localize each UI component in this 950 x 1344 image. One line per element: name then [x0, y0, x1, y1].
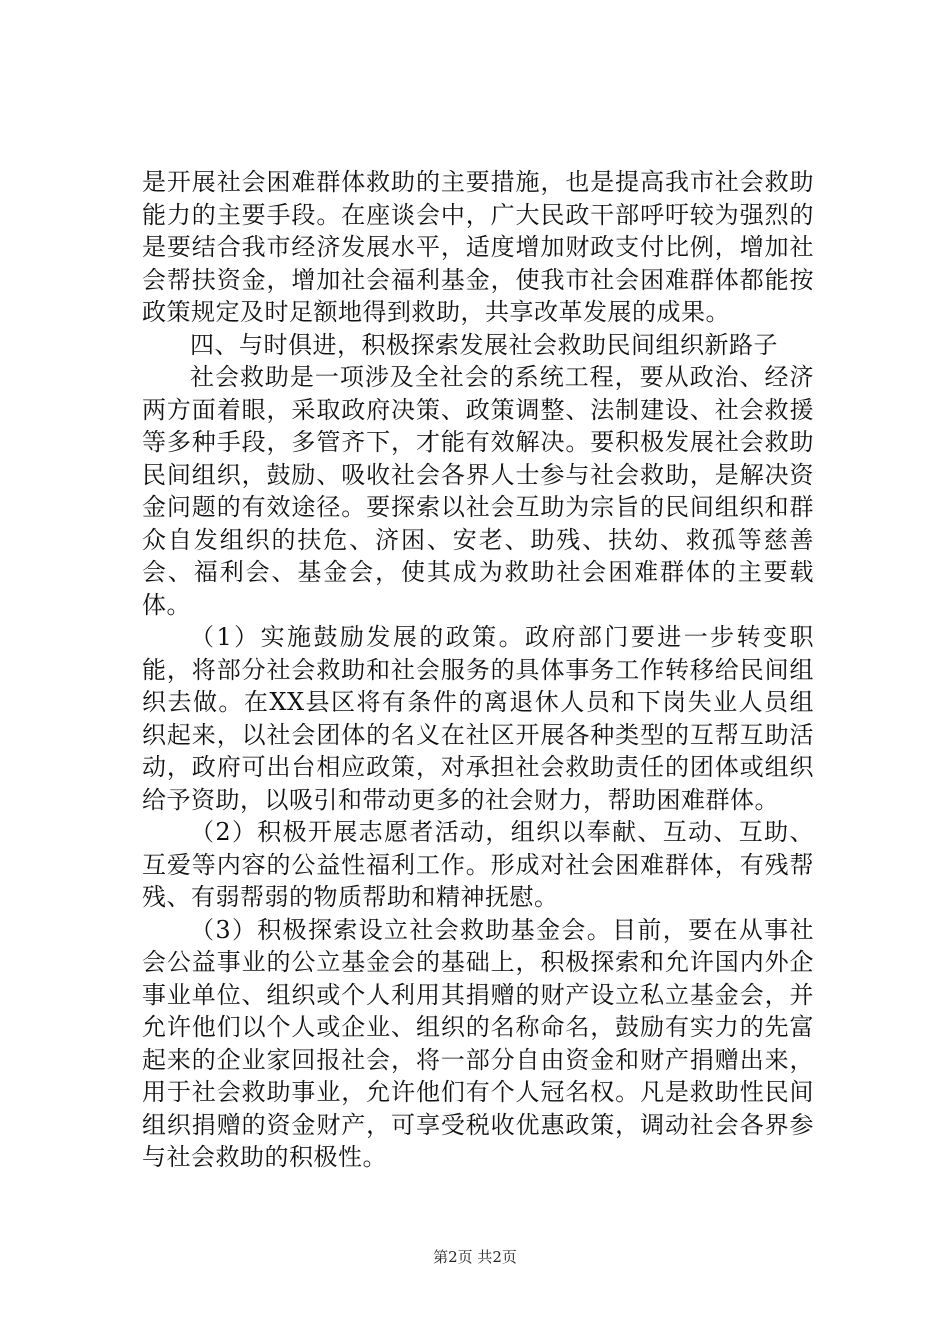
paragraph-item-2: （2）积极开展志愿者活动，组织以奉献、互动、互助、互爱等内容的公益性福利工作。形成对社会困难群体，有残帮残、有弱帮弱的物质帮助和精神抚慰。 [142, 818, 814, 911]
paragraph-item-1: （1）实施鼓励发展的政策。政府部门要进一步转变职能，将部分社会救助和社会服务的具体事务工作转移给民间组织去做。在XX县区将有条件的离退休人员和下岗失业人员组织起来，以社会团体的名义在社区开展各种类型的互帮互助活动，政府可出台相应政策，对承担社会救助责任的团体或组织给予资助，以吸引和带动更多的社会财力，帮助困难群体。 [142, 623, 814, 814]
paragraph-continuation: 是开展社会困难群体救助的主要措施，也是提高我市社会救助能力的主要手段。在座谈会中，广大民政干部呼吁较为强烈的是要结合我市经济发展水平，适度增加财政支付比例，增加社会帮扶资金，增加社会福利基金，使我市社会困难群体都能按政策规定及时足额地得到救助，共享改革发展的成果。 [142, 168, 814, 326]
document-body [142, 166, 814, 1174]
page-footer: 第2页 共2页 [433, 1248, 517, 1266]
paragraph-item-3: （3）积极探索设立社会救助基金会。目前，要在从事社会公益事业的公立基金会的基础上，积极探索和允许国内外企事业单位、组织或个人利用其捐赠的财产设立私立基金会，并允许他们以个人或企业、组织的名称命名，鼓励有实力的先富起来的企业家回报社会，将一部分自由资金和财产捐赠出来，用于社会救助事业，允许他们有个人冠名权。凡是救助性民间组织捐赠的资金财产，可享受税收优惠政策，调动社会各界参与社会救助的积极性。 [142, 915, 814, 1171]
section-heading-four: 四、与时俱进，积极探索发展社会救助民间组织新路子 [190, 330, 778, 359]
paragraph-overview: 社会救助是一项涉及全社会的系统工程，要从政治、经济两方面着眼，采取政府决策、政策调整、法制建设、社会救援等多种手段，多管齐下，才能有效解决。要积极发展社会救助民间组织，鼓励、吸收社会各界人士参与社会救助，是解决资金问题的有效途径。要探索以社会互助为宗旨的民间组织和群众自发组织的扶危、济困、安老、助残、扶幼、救孤等慈善会、福利会、基金会，使其成为救助社会困难群体的主要载体。 [142, 363, 814, 619]
